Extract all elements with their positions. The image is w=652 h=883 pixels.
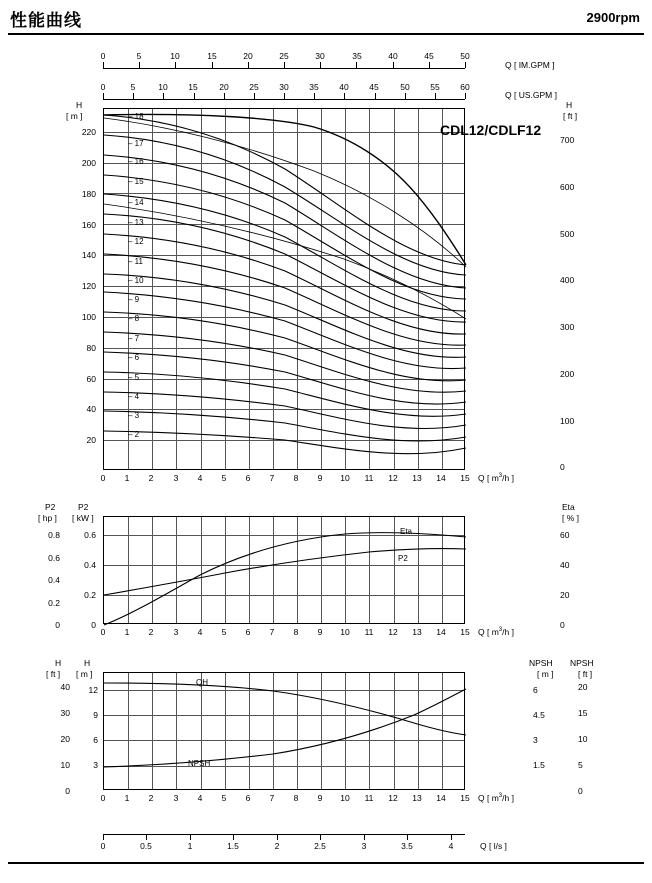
- eta-yaxis-label: Eta: [562, 502, 575, 512]
- stage-label-7: – 7: [128, 334, 140, 343]
- eta-yaxis-unit: [ % ]: [562, 513, 580, 523]
- us-gpm-tick-4: 20: [219, 82, 229, 92]
- npsh-xaxis-label: Q [ $m^3/h$ ]: [478, 793, 514, 803]
- npsh-xtick-9: 9: [317, 793, 323, 803]
- npsh-yaxis-outer-unit: [ ft ]: [46, 669, 61, 679]
- npsh-yaxis-inner-unit: [ m ]: [76, 669, 93, 679]
- npsh-ytick-m-9: 9: [93, 710, 98, 720]
- npsh-right-ytick-6.0: 6: [533, 685, 538, 695]
- stage-label-9: – 9: [128, 295, 140, 304]
- us-gpm-tick-0: 0: [100, 82, 106, 92]
- qh-xtick-2: 2: [148, 473, 154, 483]
- npsh-curve-label: NPSH: [188, 759, 211, 768]
- qh-curves: [104, 109, 466, 471]
- stage-label-2: – 2: [128, 430, 140, 439]
- qh-ytick-160: 160: [81, 220, 96, 230]
- qh-ytick-20: 20: [86, 435, 96, 445]
- npsh-xtick-5: 5: [221, 793, 227, 803]
- im-gpm-tick-3: 15: [207, 51, 217, 61]
- qh-xtick-8: 8: [293, 473, 299, 483]
- npsh-yaxis-right-inner-label: NPSH: [529, 658, 553, 668]
- im-gpm-tick-8: 40: [388, 51, 398, 61]
- eta-curve-label: Eta: [400, 527, 413, 536]
- qh-ytick-140: 140: [81, 250, 96, 260]
- qh-ytick-200: 200: [81, 158, 96, 168]
- qh-ytick-ft-100: 100: [560, 416, 575, 426]
- npsh-ytick-m-6: 6: [93, 735, 98, 745]
- ls-tick-3.0: 3: [361, 841, 367, 851]
- qh-curve-label: QH: [196, 678, 208, 687]
- stage-label-16: – 16: [128, 157, 144, 166]
- npsh-yaxis-right-outer-unit: [ ft ]: [578, 669, 593, 679]
- qh-xtick-13: 13: [412, 473, 422, 483]
- power-ytick-hp-0.2: 0.2: [48, 598, 60, 608]
- power-xtick-0: 0: [100, 627, 106, 637]
- npsh-right-ytick-3.0: 3: [533, 735, 538, 745]
- qh-xtick-11: 11: [364, 473, 374, 483]
- npsh-xtick-10: 10: [340, 793, 350, 803]
- stage-label-18: – 18: [128, 112, 144, 121]
- power-xaxis-label: Q [ $m^3/h$ ]: [478, 627, 514, 637]
- qh-xtick-10: 10: [340, 473, 350, 483]
- power-xtick-15: 15: [460, 627, 470, 637]
- stage-label-6: – 6: [128, 353, 140, 362]
- ls-tick-3.5: 3.5: [401, 841, 413, 851]
- npsh-right-ytick-4.5: 4.5: [533, 710, 545, 720]
- stage-label-8: – 8: [128, 314, 140, 323]
- qh-ytick-220: 220: [81, 127, 96, 137]
- qh-ytick-ft-700: 700: [560, 135, 575, 145]
- ls-tick-0.5: 0.5: [140, 841, 152, 851]
- im-gpm-tick-0: 0: [100, 51, 106, 61]
- qh-ytick-120: 120: [81, 281, 96, 291]
- stage-label-3: – 3: [128, 411, 140, 420]
- power-xtick-3: 3: [173, 627, 179, 637]
- npsh-right-ytick-1.5: 1.5: [533, 760, 545, 770]
- qh-yaxis-right-unit-ft: [ ft ]: [563, 111, 578, 121]
- npsh-xtick-4: 4: [197, 793, 203, 803]
- npsh-ytick-ft-20: 20: [60, 734, 70, 744]
- qh-ytick-ft-400: 400: [560, 275, 575, 285]
- eta-ytick-0: 0: [560, 620, 565, 630]
- npsh-xtick-8: 8: [293, 793, 299, 803]
- us-gpm-tick-12: 60: [460, 82, 470, 92]
- power-ytick-hp-0.8: 0.8: [48, 530, 60, 540]
- us-gpm-tick-7: 35: [309, 82, 319, 92]
- stage-label-15: – 15: [128, 177, 144, 186]
- npsh-yaxis-inner-label: H: [84, 658, 91, 668]
- npsh-xtick-1: 1: [124, 793, 130, 803]
- npsh-xtick-11: 11: [364, 793, 374, 803]
- power-xtick-13: 13: [412, 627, 422, 637]
- qh-yaxis-unit-m: [ m ]: [66, 111, 83, 121]
- qh-xtick-14: 14: [436, 473, 446, 483]
- npsh-xtick-15: 15: [460, 793, 470, 803]
- stage-label-14: – 14: [128, 198, 144, 207]
- power-ytick-hp-0.6: 0.6: [48, 553, 60, 563]
- im-gpm-tick-1: 5: [136, 51, 142, 61]
- im-gpm-ticks: [103, 62, 465, 68]
- power-yaxis-outer-label: P2: [45, 502, 56, 512]
- power-yaxis-outer-unit: [ hp ]: [38, 513, 57, 523]
- us-gpm-tick-5: 25: [249, 82, 259, 92]
- power-xtick-5: 5: [221, 627, 227, 637]
- footer-divider: [8, 862, 644, 864]
- npsh-yaxis-right-inner-unit: [ m ]: [537, 669, 554, 679]
- stage-label-5: – 5: [128, 373, 140, 382]
- power-ytick-kw-0: 0: [91, 620, 96, 630]
- npsh-ytick-ft-30: 30: [60, 708, 70, 718]
- us-gpm-tick-2: 10: [158, 82, 168, 92]
- stage-label-17: – 17: [128, 139, 144, 148]
- power-ytick-hp-0.4: 0.4: [48, 575, 60, 585]
- power-ytick-kw-0.2: 0.2: [84, 590, 96, 600]
- qh-xtick-15: 15: [460, 473, 470, 483]
- power-xtick-14: 14: [436, 627, 446, 637]
- stage-label-10: – 10: [128, 276, 144, 285]
- stage-label-4: – 4: [128, 392, 140, 401]
- us-gpm-tick-11: 55: [430, 82, 440, 92]
- qh-ytick-60: 60: [86, 374, 96, 384]
- im-gpm-axis-label: Q [ IM.GPM ]: [505, 60, 555, 70]
- npsh-yaxis-right-outer-label: NPSH: [570, 658, 594, 668]
- power-xtick-6: 6: [245, 627, 251, 637]
- qh-ytick-ft-300: 300: [560, 322, 575, 332]
- im-gpm-tick-9: 45: [424, 51, 434, 61]
- qh-xtick-7: 7: [269, 473, 275, 483]
- us-gpm-tick-3: 15: [188, 82, 198, 92]
- ls-tick-2.5: 2.5: [314, 841, 326, 851]
- us-gpm-tick-9: 45: [369, 82, 379, 92]
- us-gpm-tick-6: 30: [279, 82, 289, 92]
- qh-ytick-ft-600: 600: [560, 182, 575, 192]
- npsh-ft-ytick-15: 15: [578, 708, 588, 718]
- qh-xtick-3: 3: [173, 473, 179, 483]
- im-gpm-tick-2: 10: [170, 51, 180, 61]
- p2-curve-label: P2: [398, 554, 408, 563]
- qh-xtick-1: 1: [124, 473, 130, 483]
- eta-ytick-20: 20: [560, 590, 570, 600]
- im-gpm-tick-4: 20: [243, 51, 253, 61]
- stage-label-12: – 12: [128, 237, 144, 246]
- eta-ytick-60: 60: [560, 530, 570, 540]
- npsh-ytick-m-3: 3: [93, 760, 98, 770]
- npsh-xtick-2: 2: [148, 793, 154, 803]
- npsh-ft-ytick-0: 0: [578, 786, 583, 796]
- stage-label-13: – 13: [128, 218, 144, 227]
- power-ytick-kw-0.4: 0.4: [84, 560, 96, 570]
- ls-ticks: [103, 834, 465, 840]
- im-gpm-tick-5: 25: [279, 51, 289, 61]
- qh-npsh-plot-area: [103, 672, 465, 790]
- power-xtick-11: 11: [364, 627, 374, 637]
- power-xtick-7: 7: [269, 627, 275, 637]
- header-divider: [8, 33, 644, 35]
- us-gpm-tick-10: 50: [400, 82, 410, 92]
- qh-yaxis-label-h: H: [76, 100, 83, 110]
- us-gpm-tick-8: 40: [339, 82, 349, 92]
- npsh-xtick-14: 14: [436, 793, 446, 803]
- ls-axis-label: Q [ l/s ]: [480, 841, 507, 851]
- npsh-ytick-ft-10: 10: [60, 760, 70, 770]
- qh-xaxis-label: Q [ $m^3/h$ ]: [478, 473, 514, 483]
- qh-xtick-0: 0: [100, 473, 106, 483]
- power-xtick-4: 4: [197, 627, 203, 637]
- power-ytick-hp-0: 0: [55, 620, 60, 630]
- ls-tick-1.0: 1: [187, 841, 193, 851]
- speed-label: 2900rpm: [586, 10, 640, 25]
- power-xtick-10: 10: [340, 627, 350, 637]
- us-gpm-ticks: [103, 93, 465, 99]
- qh-ytick-100: 100: [81, 312, 96, 322]
- qh-xtick-9: 9: [317, 473, 323, 483]
- us-gpm-axis-label: Q [ US.GPM ]: [505, 90, 557, 100]
- power-xtick-9: 9: [317, 627, 323, 637]
- qh-xtick-12: 12: [388, 473, 398, 483]
- stage-label-11: – 11: [128, 257, 143, 266]
- qh-ytick-ft-500: 500: [560, 229, 575, 239]
- im-gpm-tick-7: 35: [352, 51, 362, 61]
- model-label: CDL12/CDLF12: [440, 122, 542, 138]
- qh-xtick-6: 6: [245, 473, 251, 483]
- qh-yaxis-right-label-h: H: [566, 100, 573, 110]
- npsh-xtick-6: 6: [245, 793, 251, 803]
- qh-xtick-4: 4: [197, 473, 203, 483]
- qh-ytick-180: 180: [81, 189, 96, 199]
- qh-ytick-ft-0: 0: [560, 462, 565, 472]
- im-gpm-tick-10: 50: [460, 51, 470, 61]
- power-xtick-2: 2: [148, 627, 154, 637]
- ls-tick-1.5: 1.5: [227, 841, 239, 851]
- qh-npsh-curves: [104, 673, 466, 791]
- npsh-xtick-0: 0: [100, 793, 106, 803]
- npsh-xtick-12: 12: [388, 793, 398, 803]
- power-yaxis-inner-unit: [ kW ]: [72, 513, 94, 523]
- ls-tick-4.0: 4: [448, 841, 454, 851]
- power-xtick-8: 8: [293, 627, 299, 637]
- npsh-xtick-13: 13: [412, 793, 422, 803]
- eta-ytick-40: 40: [560, 560, 570, 570]
- ls-tick-0: 0: [100, 841, 106, 851]
- npsh-ytick-ft-40: 40: [60, 682, 70, 692]
- power-xtick-12: 12: [388, 627, 398, 637]
- npsh-xtick-7: 7: [269, 793, 275, 803]
- qh-xtick-5: 5: [221, 473, 227, 483]
- qh-ytick-80: 80: [86, 343, 96, 353]
- npsh-ft-ytick-5: 5: [578, 760, 583, 770]
- power-xtick-1: 1: [124, 627, 130, 637]
- power-yaxis-inner-label: P2: [78, 502, 89, 512]
- qh-ytick-40: 40: [86, 404, 96, 414]
- npsh-yaxis-outer-label: H: [55, 658, 62, 668]
- qh-ytick-ft-200: 200: [560, 369, 575, 379]
- power-ytick-kw-0.6: 0.6: [84, 530, 96, 540]
- npsh-ytick-ft-0: 0: [65, 786, 70, 796]
- page-title: 性能曲线: [10, 11, 82, 30]
- im-gpm-tick-6: 30: [315, 51, 325, 61]
- ls-tick-2.0: 2: [274, 841, 280, 851]
- qh-plot-area: [103, 108, 465, 470]
- us-gpm-tick-1: 5: [130, 82, 136, 92]
- npsh-ytick-m-12: 12: [88, 685, 98, 695]
- npsh-ft-ytick-10: 10: [578, 734, 588, 744]
- npsh-ft-ytick-20: 20: [578, 682, 588, 692]
- npsh-xtick-3: 3: [173, 793, 179, 803]
